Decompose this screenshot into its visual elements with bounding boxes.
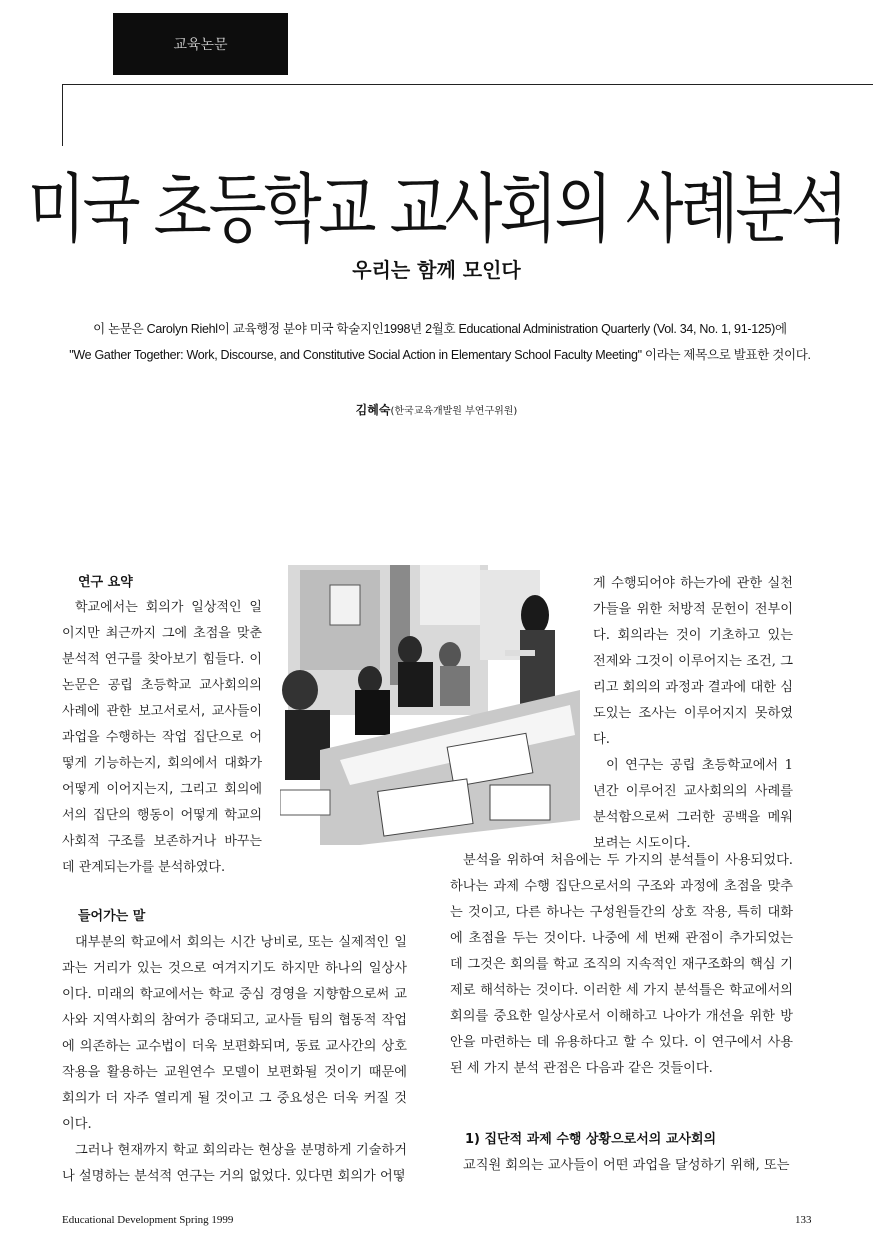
right-column-top [593,571,793,857]
abstract-heading: 연구 요약 [78,575,133,590]
abstract-text: 학교에서는 회의가 일상적인 일이지만 최근까지 그에 초점을 맞춘 분석적 연구를 찾아보기 힘들다. 이 논문은 공립 초등학교 교사회의의 사례에 관한 보고서로서, 교사들이 과업을 수행하는 작업 집단으로 어떻게 기능하는지, 회의에서 대화가 어떻게 이어지는지, 그리고 회의에서의 집단의 행동이 어떻게 학교의 사회적 구조를 보존하거나 바꾸는 데 관계되는가를 분석하였다. [62,600,262,875]
article-title: 미국 초등학교 교사회의 사례분석 [27,166,846,254]
section-tab [113,13,288,75]
footer-journal: Educational Development Spring 1999 [62,1214,234,1226]
right-top-para2: 이 연구는 공립 초등학교에서 1년간 이루어진 교사회의의 사례를 분석함으로써 그러한 공백을 메워보려는 시도이다. [593,758,793,851]
author-name: 김혜숙 [355,403,391,417]
intro-paragraph-2: 그러나 현재까지 학교 회의라는 현상을 분명하게 기술하거나 설명하는 분석적 연구는 거의 없었다. 있다면 회의가 어떻 [62,1143,407,1184]
source-note-line-1: 이 논문은 Carolyn Riehl이 교육행정 분야 미국 학술지인1998년 2월호 Educational Administration Quarterly (Vol. 34, No. 1, 91-125)에 [93,322,787,336]
right-column-bottom [450,848,793,1082]
right-bottom-text: 분석을 위하여 처음에는 두 가지의 분석틀이 사용되었다. 하나는 과제 수행 집단으로서의 구조와 과정에 초점을 맞추는 것이고, 다른 하나는 구성원들간의 상호 작용, 특히 대화에 초점을 두는 것이다. 나중에 세 번째 관점이 추가되었는데 그것은 회의를 학교 조직의 지속적인 재구조화의 핵심 기제로 해석하는 것이다. 이러한 세 가지 분석틀은 학교에서의 회의를 중요한 일상사로서 이해하고 나아가 개선을 위한 방안을 마련하는 데 유용하다고 할 수 있다. 이 연구에서 사용된 세 가지 분석 관점은 다음과 같은 것들이다. [450,853,793,1076]
header-rule [62,84,873,85]
abstract-body [62,595,262,881]
right-top-text: 게 수행되어야 하는가에 관한 실천가들을 위한 처방적 문헌이 전부이다. 회의라는 것이 기초하고 있는 전제와 그것이 이루어지는 조건, 그리고 회의의 과정과 결과에 대한 심도있는 조사는 이루어지지 못하였다. [593,576,793,747]
subsection-body [450,1153,793,1179]
author-affiliation: (한국교육개발원 부연구위원) [390,406,518,417]
intro-heading: 들어가는 말 [78,909,146,924]
subsection-text: 교직원 회의는 교사들이 어떤 과업을 달성하기 위해, 또는 [463,1158,790,1173]
source-note-line-2: "We Gather Together: Work, Discourse, and Constitutive Social Action in Elementary School Faculty Meeting" 이라는 제목으로 발표한 것이다. [69,348,811,362]
author-line [0,401,873,418]
intro-body [62,930,407,1190]
subsection-heading: 1) 집단적 과제 수행 상황으로서의 교사회의 [465,1132,717,1147]
meeting-photo [280,560,580,845]
intro-paragraph-1: 대부분의 학교에서 회의는 시간 낭비로, 또는 실제적인 일과는 거리가 있는 것으로 여겨지기도 하지만 하나의 일상사이다. 미래의 학교에서는 학교 중심 경영을 지향함으로써 교사와 지역사회의 참여가 증대되고, 교사들 팀의 협동적 작업에 의존하는 교수법이 더욱 보편화되며, 동료 교사간의 상호 작용을 활용하는 교원연수 모델이 보편화될 것이기 때문에 회의가 더 자주 열리게 될 것이고 그 중요성은 더욱 커질 것이다. [62,935,407,1132]
article-subtitle: 우리는 함께 모인다 [352,258,521,282]
page-number: 133 [795,1214,812,1226]
header-rule-vertical [62,84,63,146]
section-label: 교육논문 [173,37,228,53]
